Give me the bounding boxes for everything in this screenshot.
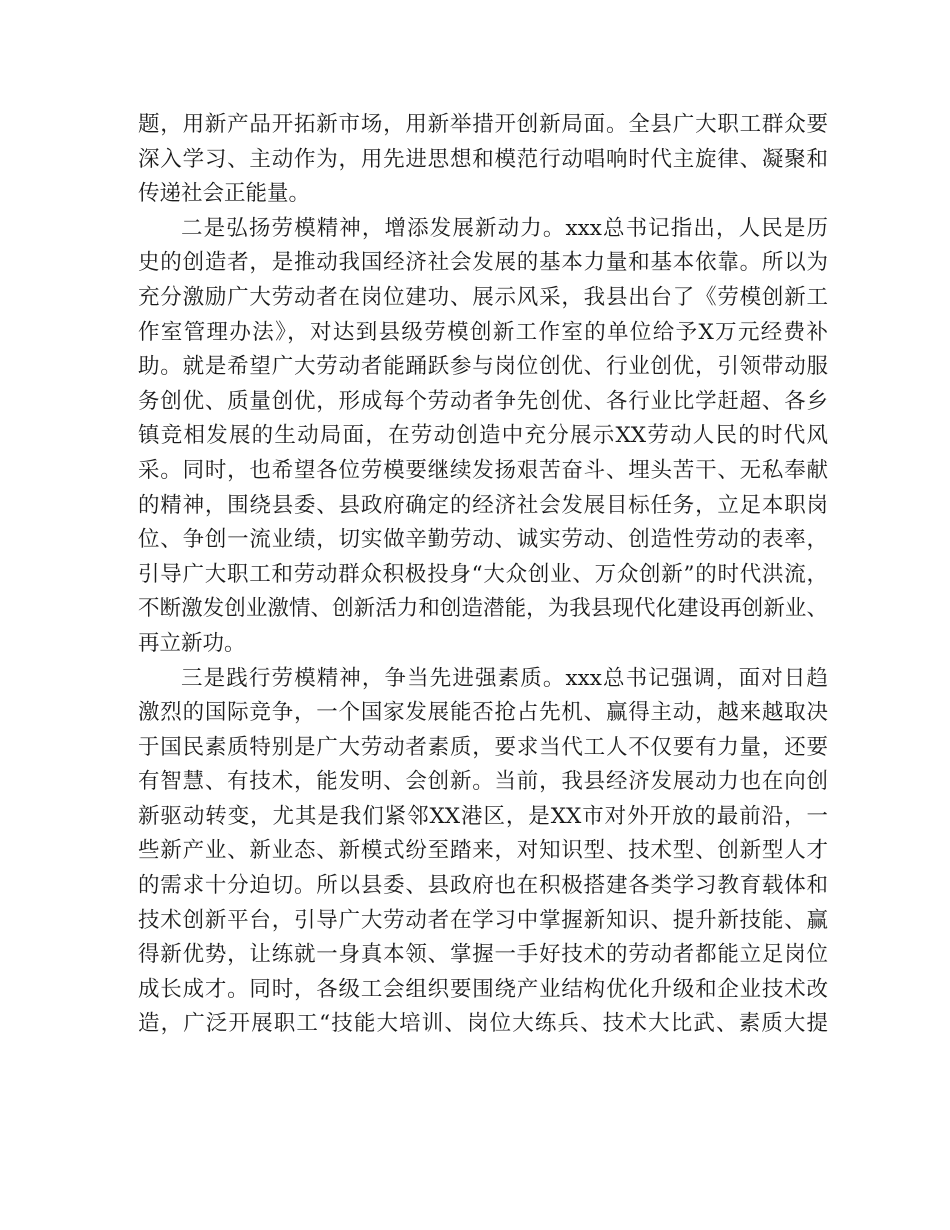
text-line: 于国民素质特别是广大劳动者素质，要求当代工人不仅要有力量，还要 bbox=[138, 734, 828, 760]
text-line: 作室管理办法》，对达到县级劳模创新工作室的单位给予X万元经费补 bbox=[138, 319, 828, 345]
text-line: 造，广泛开展职工“技能大培训、岗位大练兵、技术大比武、素质大提 bbox=[138, 1011, 828, 1037]
text-line: 题，用新产品开拓新市场，用新举措开创新局面。全县广大职工群众要 bbox=[138, 112, 828, 137]
text-line: 不断激发创业激情、创新活力和创造潜能，为我县现代化建设再创新业、 bbox=[138, 596, 828, 622]
text-line: 些新产业、新业态、新模式纷至踏来，对知识型、技术型、创新型人才 bbox=[138, 838, 828, 864]
text-line: 采。同时，也希望各位劳模要继续发扬艰苦奋斗、埋头苦干、无私奉献 bbox=[138, 457, 828, 483]
text-line: 充分激励广大劳动者在岗位建功、展示风采，我县出台了《劳模创新工 bbox=[138, 284, 828, 310]
text-line: 成长成才。同时，各级工会组织要围绕产业结构优化升级和企业技术改 bbox=[138, 976, 828, 1002]
text-line: 传递社会正能量。 bbox=[138, 181, 311, 207]
text-line: 史的创造者，是推动我国经济社会发展的基本力量和基本依靠。所以为 bbox=[138, 250, 828, 276]
text-line: 激烈的国际竞争，一个国家发展能否抢占先机、赢得主动，越来越取决 bbox=[138, 700, 828, 726]
text-line: 得新优势，让练就一身真本领、掌握一手好技术的劳动者都能立足岗位 bbox=[138, 942, 828, 968]
text-line: 的精神，围绕县委、县政府确定的经济社会发展目标任务，立足本职岗 bbox=[138, 492, 828, 518]
text-line: 助。就是希望广大劳动者能踊跃参与岗位创优、行业创优，引领带动服 bbox=[138, 354, 828, 380]
text-line: 镇竞相发展的生动局面，在劳动创造中充分展示XX劳动人民的时代风 bbox=[138, 423, 828, 449]
paragraph-start-line: 二是弘扬劳模精神，增添发展新动力。xxx总书记指出，人民是历 bbox=[181, 215, 828, 241]
text-line: 深入学习、主动作为，用先进思想和模范行动唱响时代主旋律、凝聚和 bbox=[138, 146, 828, 172]
body-text bbox=[138, 108, 828, 1042]
text-line: 位、争创一流业绩，切实做辛勤劳动、诚实劳动、创造性劳动的表率， bbox=[138, 527, 828, 553]
text-line: 务创优、质量创优，形成每个劳动者争先创优、各行业比学赶超、各乡 bbox=[138, 388, 828, 414]
text-line: 引导广大职工和劳动群众积极投身“大众创业、万众创新”的时代洪流， bbox=[138, 561, 828, 587]
paragraph-start-line: 三是践行劳模精神，争当先进强素质。xxx总书记强调，面对日趋 bbox=[181, 665, 828, 691]
text-line: 的需求十分迫切。所以县委、县政府也在积极搭建各类学习教育载体和 bbox=[138, 873, 828, 899]
text-line: 技术创新平台，引导广大劳动者在学习中掌握新知识、提升新技能、赢 bbox=[138, 907, 828, 933]
text-line: 再立新功。 bbox=[138, 630, 246, 656]
text-line: 新驱动转变，尤其是我们紧邻XX港区，是XX市对外开放的最前沿，一 bbox=[138, 803, 828, 829]
text-line: 有智慧、有技术，能发明、会创新。当前，我县经济发展动力也在向创 bbox=[138, 769, 828, 795]
